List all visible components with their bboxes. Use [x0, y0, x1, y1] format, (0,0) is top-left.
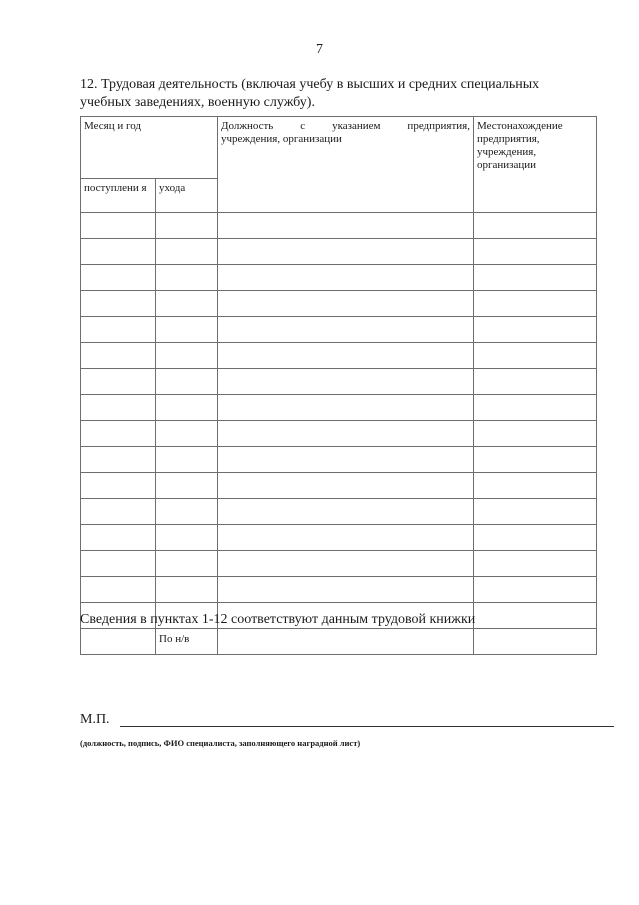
statement-text: Сведения в пунктах 1-12 соответствуют данным трудовой книжки: [80, 612, 476, 627]
table-cell: [156, 291, 218, 317]
table-cell: [474, 577, 597, 603]
table-row: [81, 343, 597, 369]
table-cell: [474, 499, 597, 525]
table-cell: [474, 369, 597, 395]
table-cell: [156, 421, 218, 447]
subheader-leaving: ухода: [156, 179, 218, 213]
employment-table: [80, 116, 597, 655]
stamp-place-label: М.П.: [80, 712, 110, 727]
table-cell: [474, 421, 597, 447]
table-cell: [474, 473, 597, 499]
table-cell: [474, 629, 597, 655]
table-row: [81, 473, 597, 499]
table-cell: [474, 343, 597, 369]
table-cell: [218, 369, 474, 395]
table-header-row: [81, 117, 597, 179]
table-cell: [156, 343, 218, 369]
table-cell: [218, 213, 474, 239]
table-row: [81, 551, 597, 577]
table-cell: [218, 395, 474, 421]
table-cell: [81, 395, 156, 421]
table-cell: [474, 213, 597, 239]
section-heading: [80, 76, 600, 112]
table-cell: [156, 395, 218, 421]
table-cell: [156, 213, 218, 239]
table-cell: [81, 317, 156, 343]
header-month-year: Месяц и год: [81, 117, 218, 179]
table-row: [81, 499, 597, 525]
table-cell: [156, 239, 218, 265]
table-cell: [474, 317, 597, 343]
table-cell: [474, 551, 597, 577]
table-cell: [156, 317, 218, 343]
table-cell: [474, 525, 597, 551]
table-cell: [81, 499, 156, 525]
table-cell: [218, 291, 474, 317]
table-row: [81, 317, 597, 343]
subheader-admission: поступлени я: [81, 179, 156, 213]
table-cell: [218, 473, 474, 499]
table-cell: [218, 499, 474, 525]
page-number: 7: [316, 42, 323, 57]
table-cell: [474, 447, 597, 473]
table-cell: [474, 291, 597, 317]
table-row: [81, 291, 597, 317]
table-row: [81, 239, 597, 265]
table-cell: [81, 473, 156, 499]
table-cell: [81, 291, 156, 317]
table-row: [81, 577, 597, 603]
table-cell: [156, 551, 218, 577]
table-cell: [156, 499, 218, 525]
table-cell: [156, 525, 218, 551]
header-position: [218, 117, 474, 213]
table-cell: [81, 369, 156, 395]
table-cell: [474, 395, 597, 421]
signature-caption: (должность, подпись, ФИО специалиста, заполняющего наградной лист): [80, 738, 361, 748]
table-row: [81, 265, 597, 291]
header-position-line-2: учреждения, организации: [221, 133, 342, 145]
table-cell: [218, 343, 474, 369]
table-cell: [156, 265, 218, 291]
cell-leaving-current: По н/в: [156, 629, 218, 655]
table-cell: [156, 577, 218, 603]
table-cell: [218, 629, 474, 655]
table-cell: [81, 447, 156, 473]
table-row: [81, 369, 597, 395]
table-cell: [218, 239, 474, 265]
table-row: [81, 447, 597, 473]
table-cell: [156, 369, 218, 395]
table-row-current: [81, 629, 597, 655]
header-position-line-1: Должность с указанием предприятия,: [221, 120, 470, 132]
table-cell: [474, 265, 597, 291]
table-cell: [218, 265, 474, 291]
table-cell: [474, 239, 597, 265]
header-location: Местонахождение предприятия, учреждения, организации: [474, 117, 597, 213]
table-row: [81, 395, 597, 421]
table-row: [81, 525, 597, 551]
table-row: [81, 213, 597, 239]
table-cell: [156, 473, 218, 499]
section-heading-line-2: учебных заведениях, военную службу).: [80, 95, 315, 110]
table-cell: [81, 343, 156, 369]
table-cell: [218, 577, 474, 603]
table-cell: [81, 239, 156, 265]
table-cell: [81, 265, 156, 291]
table-cell: [474, 603, 597, 629]
table-cell: [81, 525, 156, 551]
table-cell: [218, 421, 474, 447]
section-heading-line-1: 12. Трудовая деятельность (включая учебу в высших и средних специальных: [80, 77, 540, 92]
table-cell: [218, 317, 474, 343]
table-cell: [81, 213, 156, 239]
table-cell: [156, 447, 218, 473]
table-cell: [81, 577, 156, 603]
signature-line: [120, 726, 614, 727]
table-cell: [218, 525, 474, 551]
table-row: [81, 421, 597, 447]
table-cell: [218, 551, 474, 577]
table-cell: [81, 421, 156, 447]
table-cell: [81, 629, 156, 655]
table-cell: [218, 447, 474, 473]
table-cell: [81, 551, 156, 577]
